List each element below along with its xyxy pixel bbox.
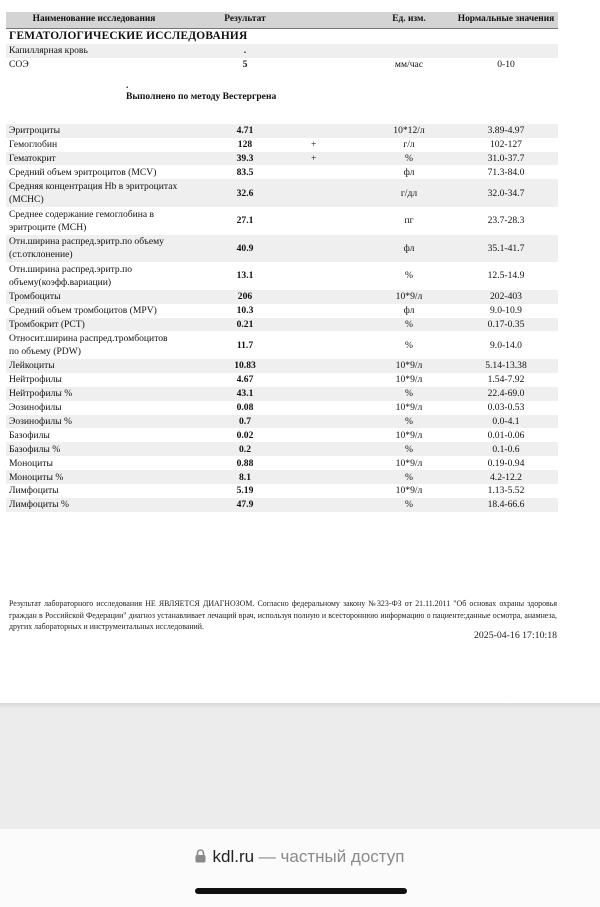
test-value: 0.08 [236, 402, 254, 414]
test-unit: 10*12/л [364, 124, 454, 138]
test-norm: 0.0-4.1 [454, 415, 558, 429]
test-norm: 9.0-14.0 [490, 339, 522, 351]
esr-row [6, 58, 558, 72]
header-name: Наименование исследования [6, 12, 182, 28]
test-unit: 10*9/л [395, 402, 423, 414]
test-flag [308, 262, 364, 290]
table-row [6, 484, 558, 498]
table-row [6, 235, 558, 263]
table-row [6, 442, 558, 456]
test-unit: 10*9/л [395, 457, 423, 469]
test-norm: 5.14-13.38 [454, 359, 558, 373]
test-value: 13.1 [236, 270, 254, 282]
test-flag [308, 470, 364, 484]
test-flag [308, 415, 364, 429]
test-flag [308, 207, 364, 235]
url-host: kdl.ru [212, 847, 255, 866]
test-unit: % [364, 318, 454, 332]
test-unit: % [364, 152, 454, 166]
esr-name: СОЭ [9, 59, 29, 71]
test-name: Лимфоциты % [6, 498, 182, 512]
test-norm: 0.1-0.6 [454, 442, 558, 456]
test-value: 0.2 [182, 442, 308, 456]
test-unit: % [364, 470, 454, 484]
sample-value: . [182, 44, 308, 58]
table-row [6, 304, 558, 318]
test-value: 4.71 [182, 124, 308, 138]
test-norm: 35.1-41.7 [454, 235, 558, 263]
sample-label: Капиллярная кровь [6, 44, 182, 58]
test-value: 0.21 [182, 318, 308, 332]
table-row [6, 498, 558, 512]
test-norm: 0.01-0.06 [487, 429, 525, 441]
test-value: 11.7 [236, 339, 254, 351]
test-name: Средний объем эритроцитов (MCV) [9, 166, 157, 178]
test-flag [308, 359, 364, 373]
test-unit: г/л [403, 139, 415, 151]
test-flag [308, 442, 364, 456]
table-row [6, 470, 558, 484]
test-norm: 0.03-0.53 [487, 402, 525, 414]
test-unit: % [405, 339, 413, 351]
method-dot: . [126, 79, 129, 91]
test-flag [308, 387, 364, 401]
table-row [6, 318, 558, 332]
test-value: 0.02 [236, 429, 254, 441]
test-norm: 1.13-5.52 [487, 485, 525, 497]
test-flag [308, 304, 364, 318]
table-row [6, 387, 558, 401]
test-norm: 0.19-0.94 [487, 457, 525, 469]
method-note [126, 72, 502, 112]
test-name: Эозинофилы [9, 402, 62, 414]
test-value: 128 [237, 139, 253, 151]
test-unit: г/дл [364, 179, 454, 207]
test-name: Отн.ширина распред.эритр.по объему (ст.отклонение) [6, 235, 182, 263]
test-value: 27.1 [236, 215, 254, 227]
test-flag [308, 401, 364, 415]
sample-row [6, 44, 558, 58]
test-name: Моноциты % [6, 470, 182, 484]
section-title-row [6, 28, 558, 44]
test-flag: + [311, 139, 317, 151]
test-flag [308, 456, 364, 470]
test-flag [308, 373, 364, 387]
test-value: 43.1 [182, 387, 308, 401]
method-row [6, 72, 558, 112]
test-norm: 31.0-37.7 [454, 152, 558, 166]
test-value: 47.9 [182, 498, 308, 512]
test-unit: 10*9/л [395, 485, 423, 497]
test-norm: 32.0-34.7 [454, 179, 558, 207]
header-unit: Ед. изм. [364, 12, 454, 28]
test-unit: 10*9/л [364, 290, 454, 304]
test-value: 40.9 [182, 235, 308, 263]
test-unit: пг [404, 215, 414, 227]
disclaimer-text: Результат лабораторного исследования НЕ ЯВЛЯЕТСЯ ДИАГНОЗОМ. Согласно федеральному закону №323-ФЗ от 21.11.2011 "Об основах охраны здоровья граждан в Российской Федерации" диагноз устанавливает лечащий врач, используя полную и всестороннюю информацию о пациенте:данные осмотра, анамнеза, других лабораторных и инструментальных исследований. [9, 599, 557, 631]
test-value: 4.67 [236, 374, 254, 386]
test-unit: 10*9/л [395, 374, 423, 386]
test-flag [308, 498, 364, 512]
test-flag: + [308, 152, 364, 166]
test-flag [308, 235, 364, 263]
test-norm: 71.3-84.0 [487, 166, 525, 178]
test-unit: % [364, 442, 454, 456]
test-unit: фл [364, 235, 454, 263]
test-name: Среднее содержание гемоглобина в эритроците (MCH) [9, 208, 155, 233]
test-flag [308, 484, 364, 498]
table-row [6, 207, 558, 235]
test-name: Нейтрофилы % [6, 387, 182, 401]
table-row [6, 359, 558, 373]
test-norm: 22.4-69.0 [454, 387, 558, 401]
esr-norm: 0-10 [497, 59, 515, 71]
test-name: Гемоглобин [9, 139, 58, 151]
results-table [6, 12, 558, 512]
test-flag [308, 331, 364, 359]
esr-unit: мм/час [394, 59, 424, 71]
test-name: Эритроциты [6, 124, 182, 138]
test-flag [308, 179, 364, 207]
test-value: 32.6 [182, 179, 308, 207]
test-name: Лимфоциты [9, 485, 59, 497]
table-row [6, 373, 558, 387]
test-name: Нейтрофилы [9, 374, 62, 386]
test-unit: 10*9/л [395, 429, 423, 441]
header-result: Результат [182, 12, 308, 28]
test-name: Средняя концентрация Hb в эритроцитах (MCHC) [6, 179, 182, 207]
test-name: Тромбокрит (PCT) [6, 318, 182, 332]
test-value: 39.3 [182, 152, 308, 166]
esr-value: 5 [242, 59, 248, 71]
test-unit: % [364, 498, 454, 512]
table-row [6, 138, 558, 152]
test-flag [308, 124, 364, 138]
test-norm: 0.17-0.35 [454, 318, 558, 332]
table-row [6, 179, 558, 207]
test-name: Моноциты [9, 457, 53, 469]
test-value: 10.83 [182, 359, 308, 373]
test-unit: фл [403, 305, 415, 317]
test-name: Эозинофилы % [6, 415, 182, 429]
report-timestamp: 2025-04-16 17:10:18 [474, 630, 557, 641]
test-unit: фл [403, 166, 415, 178]
test-unit: % [364, 387, 454, 401]
test-norm: 102-127 [490, 139, 522, 151]
test-name: Отн.ширина распред.эритр.по объему(коэфф.вариации) [9, 263, 133, 288]
test-norm: 23.7-28.3 [487, 215, 525, 227]
test-unit: % [364, 415, 454, 429]
esr-flag [308, 58, 364, 72]
test-name: Базофилы % [6, 442, 182, 456]
test-flag [308, 318, 364, 332]
table-row [6, 165, 558, 179]
test-value: 0.7 [182, 415, 308, 429]
header-norm: Нормальные значения [454, 12, 558, 28]
test-flag [308, 165, 364, 179]
table-row [6, 456, 558, 470]
section-title: ГЕМАТОЛОГИЧЕСКИЕ ИССЛЕДОВАНИЯ [9, 29, 248, 42]
table-row [6, 331, 558, 359]
test-norm: 18.4-66.6 [454, 498, 558, 512]
test-norm: 4.2-12.2 [454, 470, 558, 484]
test-norm: 1.54-7.92 [487, 374, 525, 386]
table-header-row [6, 12, 558, 28]
test-name: Средний объем тромбоцитов (MPV) [9, 305, 157, 317]
test-name: Базофилы [9, 429, 50, 441]
test-norm: 3.89-4.97 [454, 124, 558, 138]
test-name: Тромбоциты [6, 290, 182, 304]
test-name: Лейкоциты [6, 359, 182, 373]
test-unit: 10*9/л [364, 359, 454, 373]
test-name: Гематокрит [6, 152, 182, 166]
test-flag [308, 428, 364, 442]
home-indicator[interactable] [195, 888, 407, 894]
test-value: 0.88 [236, 457, 254, 469]
test-value: 10.3 [236, 305, 254, 317]
table-row [6, 290, 558, 304]
table-row [6, 152, 558, 166]
private-access-label: — частный доступ [254, 847, 405, 866]
table-row [6, 428, 558, 442]
test-name: Относит.ширина распред.тромбоцитов по объему (PDW) [9, 333, 168, 358]
method-text: Выполнено по методу Вестергрена [126, 90, 277, 102]
test-value: 83.5 [236, 166, 254, 178]
browser-address-bar[interactable] [0, 829, 600, 907]
test-norm: 12.5-14.9 [487, 270, 525, 282]
test-value: 5.19 [236, 485, 254, 497]
test-norm: 202-403 [454, 290, 558, 304]
table-row [6, 415, 558, 429]
lock-icon [195, 848, 206, 868]
test-value: 8.1 [182, 470, 308, 484]
table-row [6, 262, 558, 290]
test-norm: 9.0-10.9 [490, 305, 522, 317]
test-value: 206 [182, 290, 308, 304]
test-unit: % [405, 270, 413, 282]
viewer-background [0, 709, 600, 829]
test-flag [308, 290, 364, 304]
url-display[interactable] [0, 847, 600, 868]
table-row [6, 124, 558, 138]
table-row [6, 401, 558, 415]
